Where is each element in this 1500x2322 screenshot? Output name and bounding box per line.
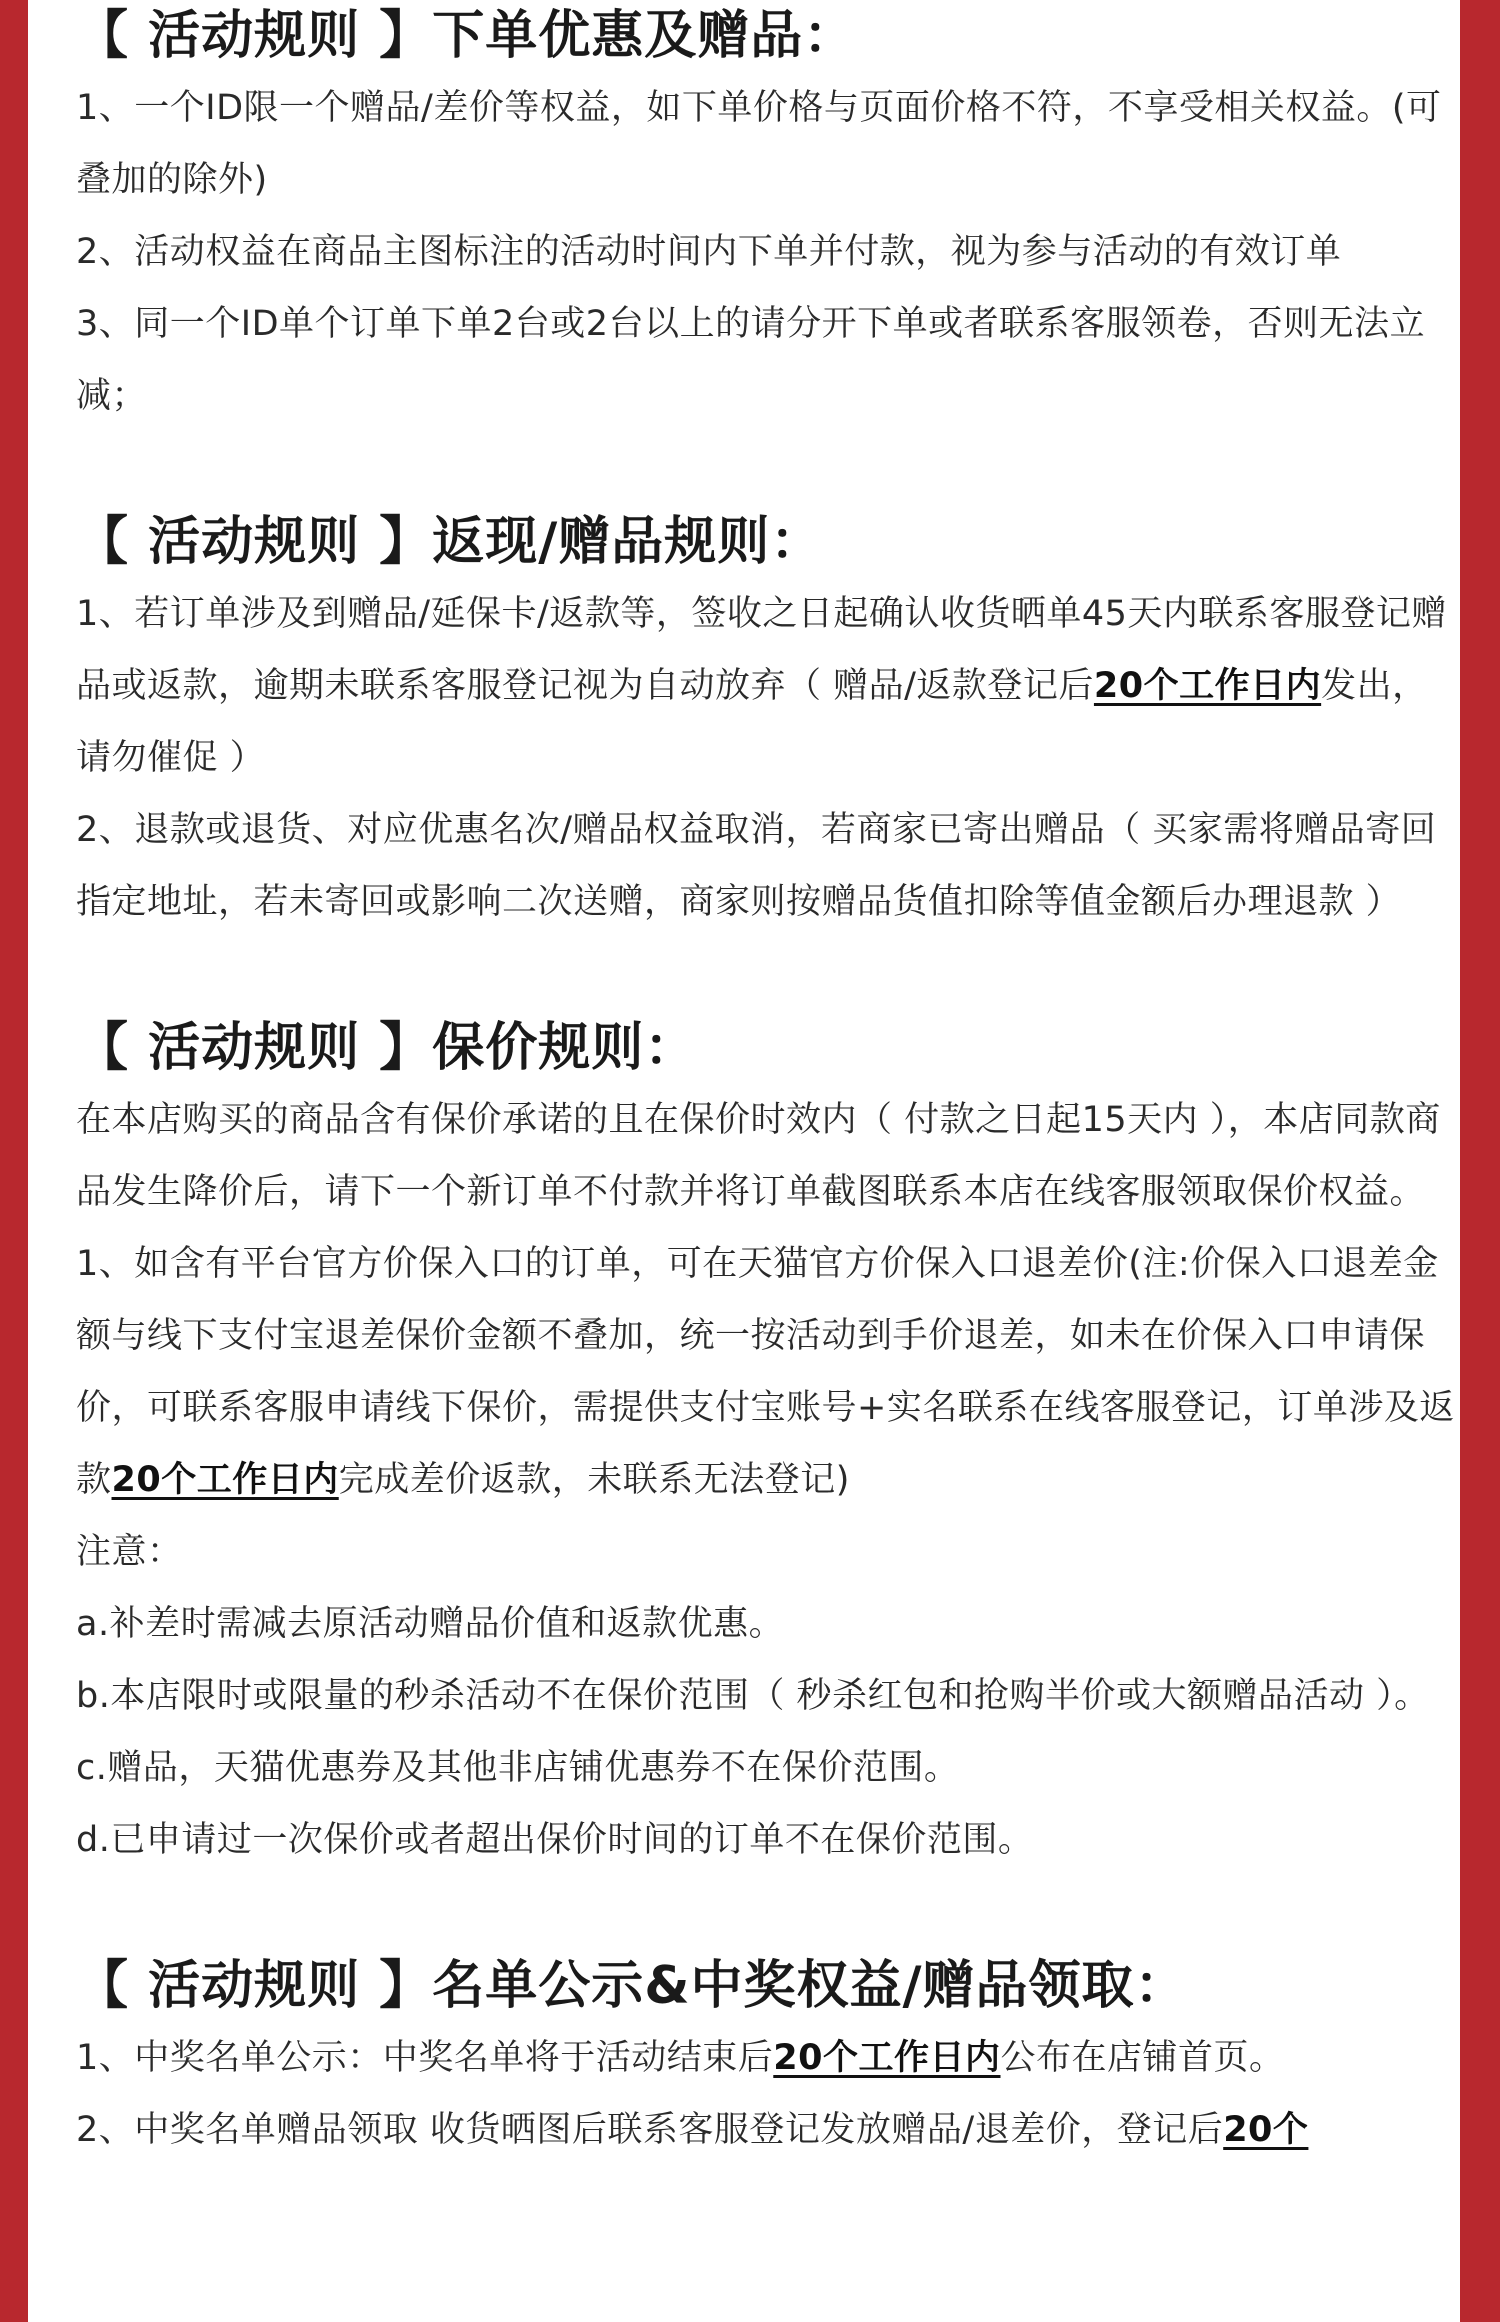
rule-paragraph — [76, 2094, 1456, 2166]
rules-content — [76, 0, 1456, 2166]
section-order-discount-gifts — [76, 0, 1456, 432]
rule-text: 完成差价返款，未联系无法登记) — [338, 1460, 850, 1500]
deadline-highlight: 20个工作日内 — [773, 2038, 1001, 2078]
rule-paragraph — [76, 2022, 1456, 2094]
rule-paragraph: 2、退款或退货、对应优惠名次/赠品权益取消，若商家已寄出赠品（ 买家需将赠品寄回指定地址，若未寄回或影响二次送赠，商家则按赠品货值扣除等值金额后办理退款 ） — [76, 810, 1437, 922]
rule-paragraph: 3、同一个ID单个订单下单2台或2台以上的请分开下单或者联系客服领卷，否则无法立减； — [76, 304, 1426, 416]
rule-text: 发出，请勿催促 ） — [76, 666, 1428, 778]
rule-text: 1、若订单涉及到赠品/延保卡/返款等，签收之日起确认收货晒单45天内联系客服登记赠品或返款，逾期未联系客服登记视为自动放弃（ 赠品/返款登记后 — [76, 594, 1447, 706]
rule-text: 2、中奖名单赠品领取 收货晒图后联系客服登记发放赠品/退差价，登记后 — [76, 2110, 1224, 2150]
section-winner-list-gifts — [76, 1950, 1456, 2166]
rule-paragraph: 在本店购买的商品含有保价承诺的且在保价时效内（ 付款之日起15天内 ），本店同款商品发生降价后，请下一个新订单不付款并将订单截图联系本店在线客服领取保价权益。 — [76, 1100, 1441, 1212]
note-label: 注意： — [76, 1532, 183, 1572]
section-cashback-gift-rules — [76, 506, 1456, 938]
section-title: 【 活动规则 】保价规则： — [76, 1018, 698, 1078]
note-item: a.补差时需减去原活动赠品价值和返款优惠。 — [76, 1604, 785, 1644]
section-spacer — [76, 1876, 1456, 1950]
section-title: 【 活动规则 】名单公示&中奖权益/赠品领取： — [76, 1956, 1188, 2016]
rule-text: 1、如含有平台官方价保入口的订单，可在天猫官方价保入口退差价(注:价保入口退差金额与线下支付宝退差保价金额不叠加，统一按活动到手价退差，如未在价保入口申请保价，可联系客服申请线下保价，需提供支付宝账号+实名联系在线客服登记，订单涉及返款 — [76, 1244, 1455, 1500]
note-item: c.赠品，天猫优惠券及其他非店铺优惠券不在保价范围。 — [76, 1748, 960, 1788]
section-spacer — [76, 938, 1456, 1012]
rule-paragraph — [76, 578, 1456, 794]
note-item: b.本店限时或限量的秒杀活动不在保价范围（ 秒杀红包和抢购半价或大额赠品活动 ）。 — [76, 1676, 1430, 1716]
rule-paragraph: 2、活动权益在商品主图标注的活动时间内下单并付款，视为参与活动的有效订单 — [76, 232, 1342, 272]
section-title: 【 活动规则 】返现/赠品规则： — [76, 512, 824, 572]
rule-paragraph: 1、一个ID限一个赠品/差价等权益，如下单价格与页面价格不符，不享受相关权益。(可叠加的除外) — [76, 88, 1442, 200]
section-spacer — [76, 432, 1456, 506]
section-title: 【 活动规则 】下单优惠及赠品： — [76, 6, 857, 66]
rules-panel — [28, 0, 1460, 2322]
rule-paragraph — [76, 1228, 1456, 1516]
rule-text: 1、中奖名单公示：中奖名单将于活动结束后 — [76, 2038, 774, 2078]
rule-text: 公布在店铺首页。 — [1000, 2038, 1285, 2078]
deadline-highlight: 20个工作日内 — [111, 1460, 339, 1500]
note-item: d.已申请过一次保价或者超出保价时间的订单不在保价范围。 — [76, 1820, 1034, 1860]
section-price-protection — [76, 1012, 1456, 1876]
deadline-highlight: 20个 — [1223, 2110, 1309, 2150]
deadline-highlight: 20个工作日内 — [1093, 666, 1322, 706]
